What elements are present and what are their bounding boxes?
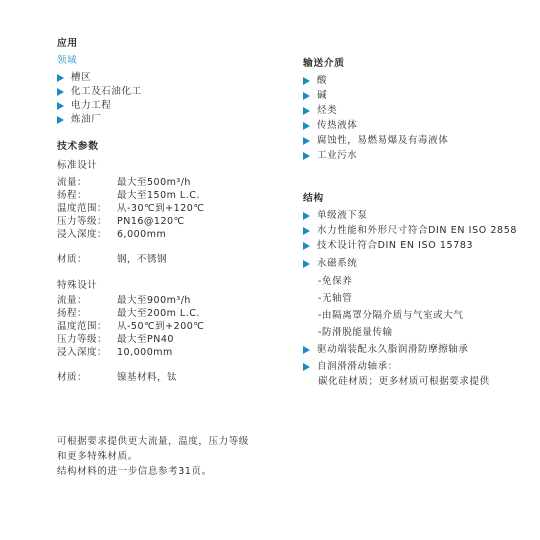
note-line: 和更多特殊材质。 [57,451,138,462]
spec-row: 温度范围： 从-50℃到+200℃ [57,321,205,332]
material-row: 材质： 镍基材料，钛 [57,372,178,383]
list-item: 烃类 [303,105,337,117]
list-item: 化工及石油化工 [57,86,142,98]
spec-row: 压力等级： PN16@120℃ [57,216,185,227]
sub-item: -无轴管 [318,293,353,304]
special-design-title: 特殊设计 [57,280,98,291]
bullet-triangle-icon [303,77,310,85]
note-line: 可根据要求提供更大流量，温度，压力等级 [57,436,249,447]
bullet-triangle-icon [303,122,310,130]
spec-row: 浸入深度： 10,000mm [57,347,173,358]
list-item: 碱 [303,90,327,102]
sub-item: 碳化硅材质；更多材质可根据要求提供 [318,376,490,387]
sub-item: -防滑脱能量传输 [318,327,393,338]
list-item: 电力工程 [57,100,111,112]
bullet-triangle-icon [303,92,310,100]
list-item: 槽区 [57,72,91,84]
standard-design-title: 标准设计 [57,160,98,171]
bullet-triangle-icon [303,346,310,354]
list-item: 酸 [303,75,327,87]
bullet-triangle-icon [303,212,310,220]
list-item: 水力性能和外形尺寸符合DIN EN ISO 2858 [303,225,517,237]
list-item: 驱动端装配永久脂润滑防摩擦轴承 [303,344,469,356]
list-item: 传热液体 [303,120,357,132]
note-line: 结构材料的进一步信息参考31页。 [57,466,212,477]
material-row: 材质： 钢，不锈钢 [57,254,168,265]
bullet-triangle-icon [303,152,310,160]
bullet-triangle-icon [303,227,310,235]
list-item: 技术设计符合DIN EN ISO 15783 [303,240,473,252]
spec-row: 扬程： 最大至200m L.C. [57,308,200,319]
media-title: 输送介质 [303,58,345,69]
list-item: 单级液下泵 [303,210,368,222]
application-title: 应用 [57,38,78,49]
spec-row: 流量： 最大至900m³/h [57,295,191,306]
spec-row: 温度范围： 从-30℃到+120℃ [57,203,205,214]
sub-item: -免保养 [318,276,353,287]
bullet-triangle-icon [303,363,310,371]
spec-row: 流量： 最大至500m³/h [57,177,191,188]
list-item: 永磁系统 [303,258,357,270]
bullet-triangle-icon [57,116,64,124]
bullet-triangle-icon [303,242,310,250]
bullet-triangle-icon [57,102,64,110]
bullet-triangle-icon [303,107,310,115]
bullet-triangle-icon [57,88,64,96]
tech-title: 技术参数 [57,141,99,152]
structure-title: 结构 [303,193,324,204]
list-item: 腐蚀性，易燃易爆及有毒液体 [303,135,448,147]
spec-row: 扬程： 最大至150m L.C. [57,190,200,201]
list-item: 自润滑滑动轴承： [303,361,398,373]
spec-row: 浸入深度： 6,000mm [57,229,167,240]
list-item: 炼油厂 [57,114,101,126]
list-item: 工业污水 [303,150,357,162]
bullet-triangle-icon [57,74,64,82]
spec-row: 压力等级： 最大至PN40 [57,334,174,345]
field-subtitle: 领域 [57,55,78,66]
bullet-triangle-icon [303,260,310,268]
sub-item: -由隔离罩分隔介质与气室或大气 [318,310,464,321]
bullet-triangle-icon [303,137,310,145]
